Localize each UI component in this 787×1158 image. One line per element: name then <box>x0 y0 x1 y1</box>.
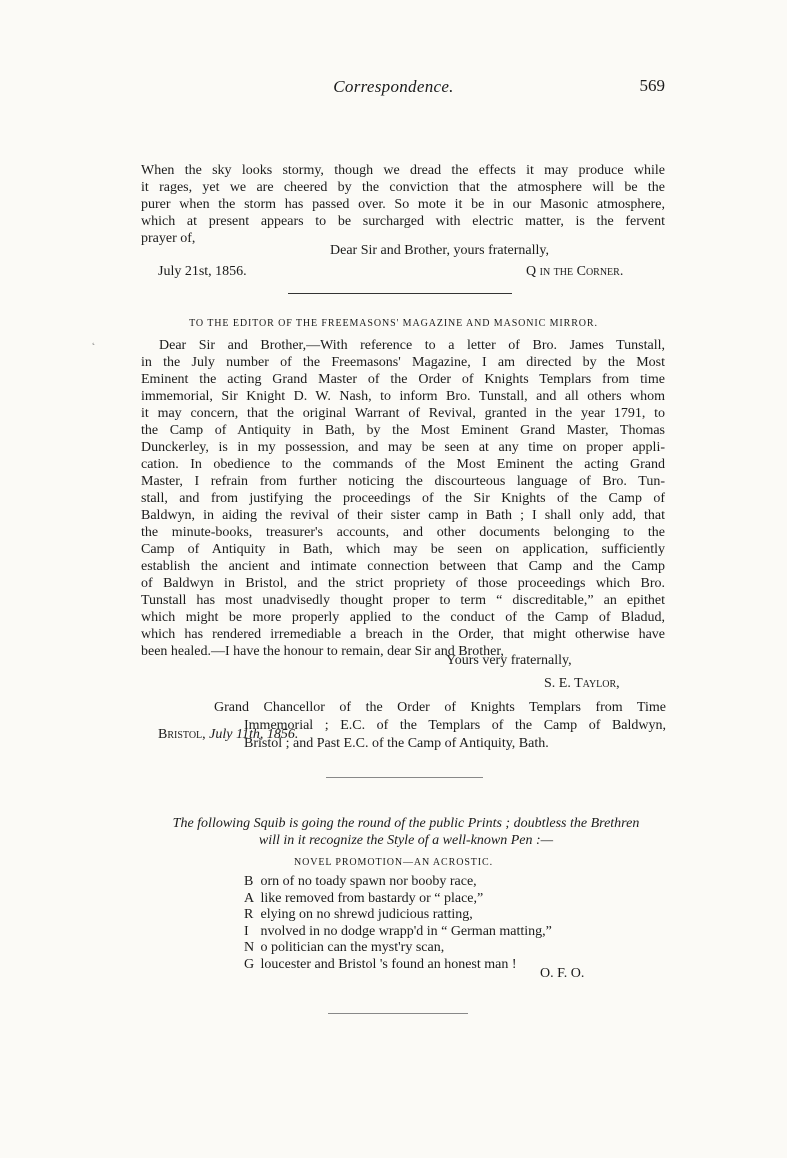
acrostic-poem <box>244 874 552 973</box>
poem-line <box>244 957 552 974</box>
initial-letter: B <box>244 874 254 889</box>
initial-letter: N <box>244 940 255 955</box>
text-line: immemorial, Sir Knight D. W. Nash, to inform Bro. Tunstall, and all others whom <box>141 389 665 404</box>
text-line: stall, and from justifying the proceedings of the Sir Knights of the Camp of <box>141 491 665 506</box>
poem-line <box>244 924 552 941</box>
text-line: Tunstall has most unadvisedly thought proper to term “ discreditable,” an epithet <box>141 593 665 608</box>
page-number: 569 <box>639 76 665 95</box>
text-line: Immemorial ; E.C. of the Templars of the Camp of Baldwyn, <box>244 718 666 733</box>
line-text: elying on no shrewd judicious ratting, <box>260 907 473 922</box>
poem-line <box>244 940 552 957</box>
text-line: Dear Sir and Brother,—With reference to a letter of Bro. James Tunstall, <box>159 338 665 353</box>
text-line: Bristol ; and Past E.C. of the Camp of Antiquity, Bath. <box>244 736 549 751</box>
letter-1-signature: Q in the Corner. <box>526 264 624 279</box>
text-line: Dunckerley, is in my possession, and may be seen at any time on proper appli- <box>141 440 665 455</box>
poem-line <box>244 874 552 891</box>
date: July 11th, 1856. <box>209 727 299 742</box>
text-line: which has rendered irremediable a breach in the Order, that might otherwise have <box>141 627 665 642</box>
text-line: it rages, yet we are cheered by the conviction that the atmosphere will be the <box>141 180 665 195</box>
text-line: which might be more properly applied to the conduct of the Camp of Bladud, <box>141 610 665 625</box>
poem-line <box>244 891 552 908</box>
section-divider <box>288 293 512 294</box>
text-line: Grand Chancellor of the Order of Knights Templars from Time <box>214 700 666 715</box>
text-line: Eminent the acting Grand Master of the Order of Knights Templars from time <box>141 372 665 387</box>
text-line: Master, I refrain from further noticing the discourteous language of Bro. Tun- <box>141 474 665 489</box>
line-text: loucester and Bristol 's found an honest man ! <box>260 956 517 972</box>
letter-2-dateline <box>158 727 298 743</box>
margin-mark: ˛ <box>92 335 96 346</box>
text-line: Camp of Antiquity in Bath, which may be seen on application, sufficiently <box>141 542 665 557</box>
letter-1-date: July 21st, 1856. <box>158 264 247 279</box>
letter-2-heading: TO THE EDITOR OF THE FREEMASONS' MAGAZINE AND MASONIC MIRROR. <box>189 318 598 329</box>
text-line: been healed.—I have the honour to remain, dear Sir and Brother, <box>141 644 504 659</box>
text-line: The following Squib is going the round of the public Prints ; doubtless the Brethren <box>172 816 640 831</box>
line-text: orn of no toady spawn nor booby race, <box>260 874 477 889</box>
text-line: will in it recognize the Style of a well-known Pen :— <box>258 833 554 848</box>
text-line: When the sky looks stormy, though we dread the effects it may produce while <box>141 163 665 178</box>
initial-letter: R <box>244 907 254 922</box>
text-line: the minute-books, treasurer's accounts, and other documents belonging to the <box>141 525 665 540</box>
letter-1-salutation: Dear Sir and Brother, yours fraternally, <box>330 243 549 258</box>
initial-letter: A <box>244 890 255 906</box>
letter-2-closing: Yours very fraternally, <box>446 653 572 668</box>
initial-letter: G <box>244 956 255 972</box>
text-line: cation. In obedience to the commands of the Most Eminent the acting Grand <box>141 457 665 472</box>
text-line: prayer of, <box>141 231 196 246</box>
poem-line <box>244 907 552 924</box>
letter-1-body <box>141 162 665 247</box>
text-line: in the July number of the Freemasons' Magazine, I am directed by the Most <box>141 355 665 370</box>
line-text: nvolved in no dodge wrapp'd in “ German matting,” <box>260 923 552 939</box>
letter-2-body <box>141 337 665 660</box>
text-line: the Camp of Antiquity in Bath, by the Most Eminent Grand Master, Thomas <box>141 423 665 438</box>
letter-2-title <box>214 699 666 753</box>
text-line: establish the ancient and intimate connection between that Camp and the Camp <box>141 559 665 574</box>
squib-signature: O. F. O. <box>540 966 585 981</box>
section-divider <box>328 1013 468 1014</box>
poem-title: NOVEL PROMOTION—AN ACROSTIC. <box>293 857 493 868</box>
letter-2-signature: S. E. Taylor, <box>544 676 620 691</box>
initial-letter: I <box>244 923 249 939</box>
squib-intro <box>141 815 671 849</box>
running-title: Correspondence. <box>333 77 454 96</box>
line-text: like removed from bastardy or “ place,” <box>260 890 484 906</box>
line-text: o politician can the myst'ry scan, <box>260 940 445 955</box>
place: Bristol, <box>158 727 206 742</box>
text-line: of Baldwyn in Bristol, and the strict propriety of those proceedings which Bro. <box>141 576 665 591</box>
section-divider <box>326 777 483 778</box>
text-line: purer when the storm has passed over. So mote it be in our Masonic atmosphere, <box>141 197 665 212</box>
text-line: Baldwyn, in aiding the revival of their sister camp in Bath ; I shall only add, that <box>141 508 665 523</box>
text-line: which at present appears to be surcharged with electric matter, is the fervent <box>141 214 665 229</box>
text-line: it may concern, that the original Warrant of Revival, granted in the year 1791, to <box>141 406 665 421</box>
